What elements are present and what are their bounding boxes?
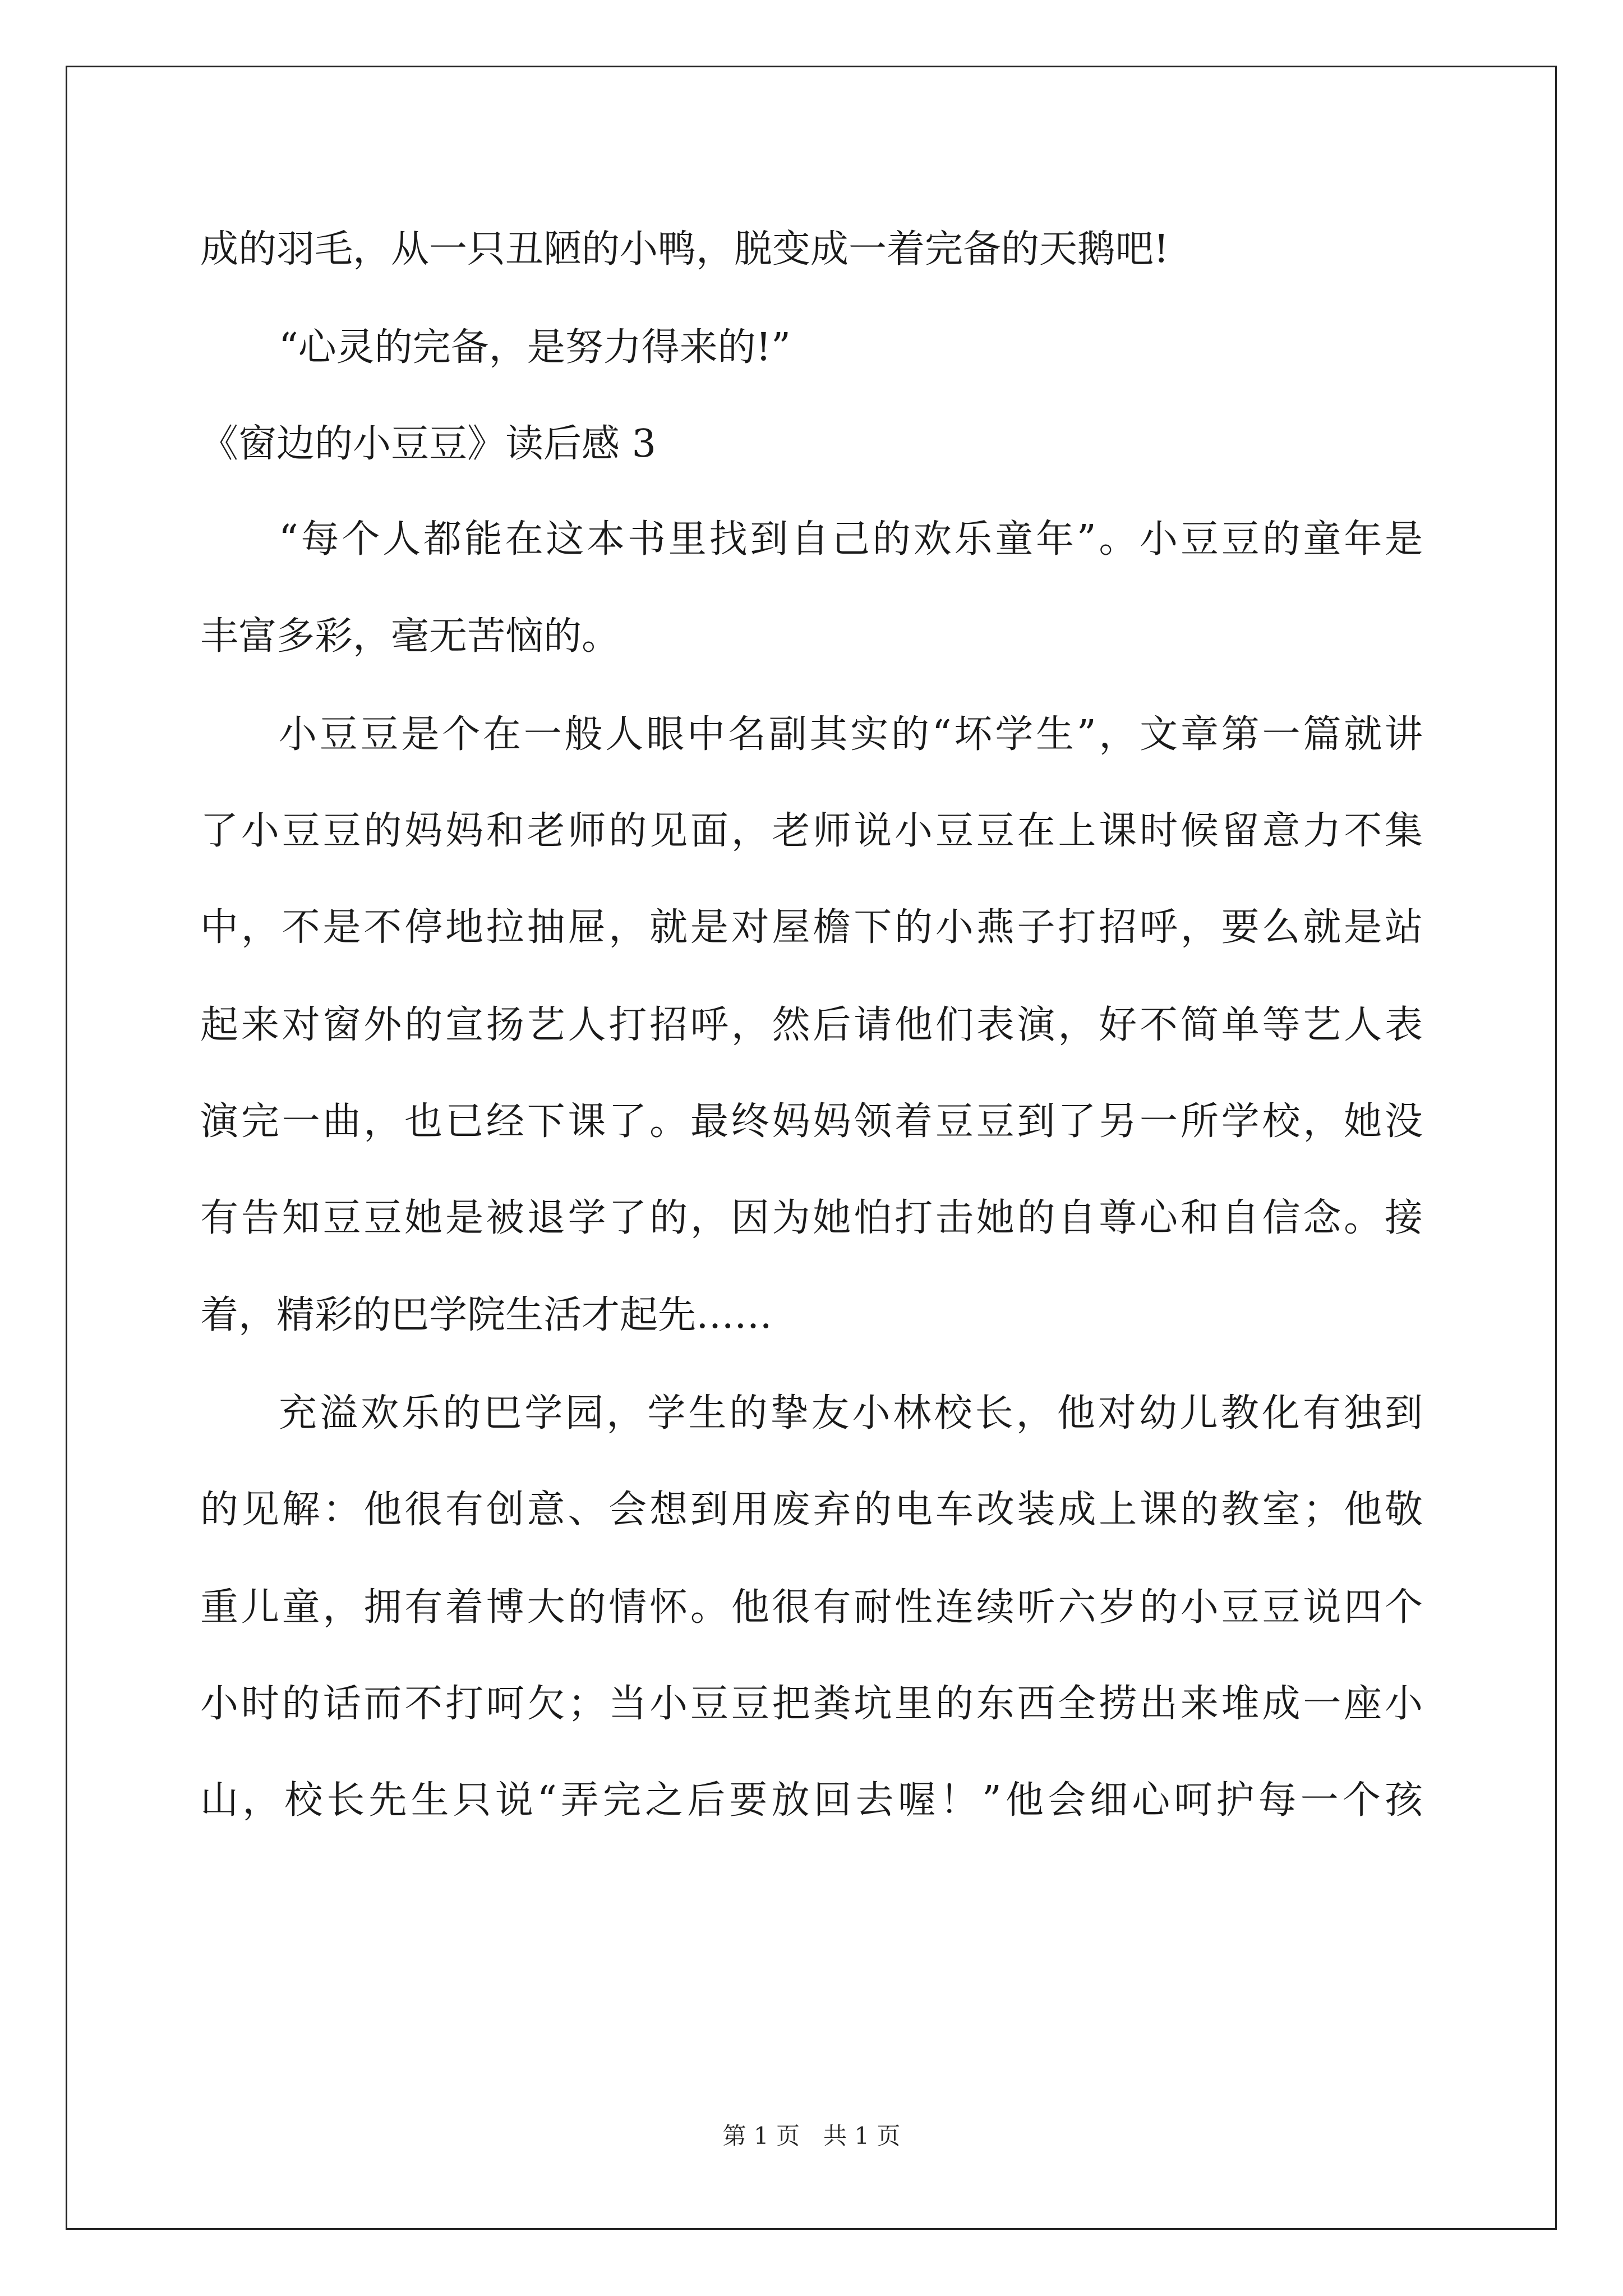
text-line-9: 起来对窗外的宣扬艺人打招呼，然后请他们表演，好不简单等艺人表 (200, 1003, 1423, 1047)
text-line-6: 小豆豆是个在一般人眼中名副其实的“坏学生”，文章第一篇就讲 (279, 712, 1423, 757)
text-line-17: 山，校长先生只说“弄完之后要放回去喔！”他会细心呵护每一个孩 (200, 1778, 1423, 1823)
text-line-4: “每个人都能在这本书里找到自己的欢乐童年”。小豆豆的童年是 (279, 517, 1423, 562)
text-line-8: 中，不是不停地拉抽屉，就是对屋檐下的小燕子打招呼，要么就是站 (200, 905, 1423, 950)
text-line-13: 充溢欢乐的巴学园，学生的挚友小林校长，他对幼儿教化有独到 (279, 1391, 1423, 1435)
text-line-15: 重儿童，拥有着博大的情怀。他很有耐性连续听六岁的小豆豆说四个 (200, 1585, 1423, 1630)
text-line-10: 演完一曲，也已经下课了。最终妈妈领着豆豆到了另一所学校，她没 (200, 1099, 1423, 1144)
page-border (66, 66, 1557, 2230)
text-line-12: 着，精彩的巴学院生活才起先…… (200, 1293, 773, 1337)
text-line-7: 了小豆豆的妈妈和老师的见面，老师说小豆豆在上课时候留意力不集 (200, 809, 1423, 853)
text-line-11: 有告知豆豆她是被退学了的，因为她怕打击她的自尊心和自信念。接 (200, 1196, 1423, 1240)
text-line-16: 小时的话而不打呵欠；当小豆豆把粪坑里的东西全捞出来堆成一座小 (200, 1682, 1423, 1726)
text-line-2-quote: “心灵的完备，是努力得来的!” (279, 325, 791, 370)
text-line-1: 成的羽毛，从一只丑陋的小鸭，脱变成一着完备的天鹅吧! (200, 227, 1169, 272)
text-line-14: 的见解：他很有创意、会想到用废弃的电车改装成上课的教室；他敬 (200, 1488, 1423, 1532)
page-number-footer: 第 1 页 共 1 页 (722, 2122, 901, 2150)
section-heading: 《窗边的小豆豆》读后感 3 (200, 422, 656, 466)
text-line-5: 丰富多彩，毫无苦恼的。 (200, 614, 620, 659)
